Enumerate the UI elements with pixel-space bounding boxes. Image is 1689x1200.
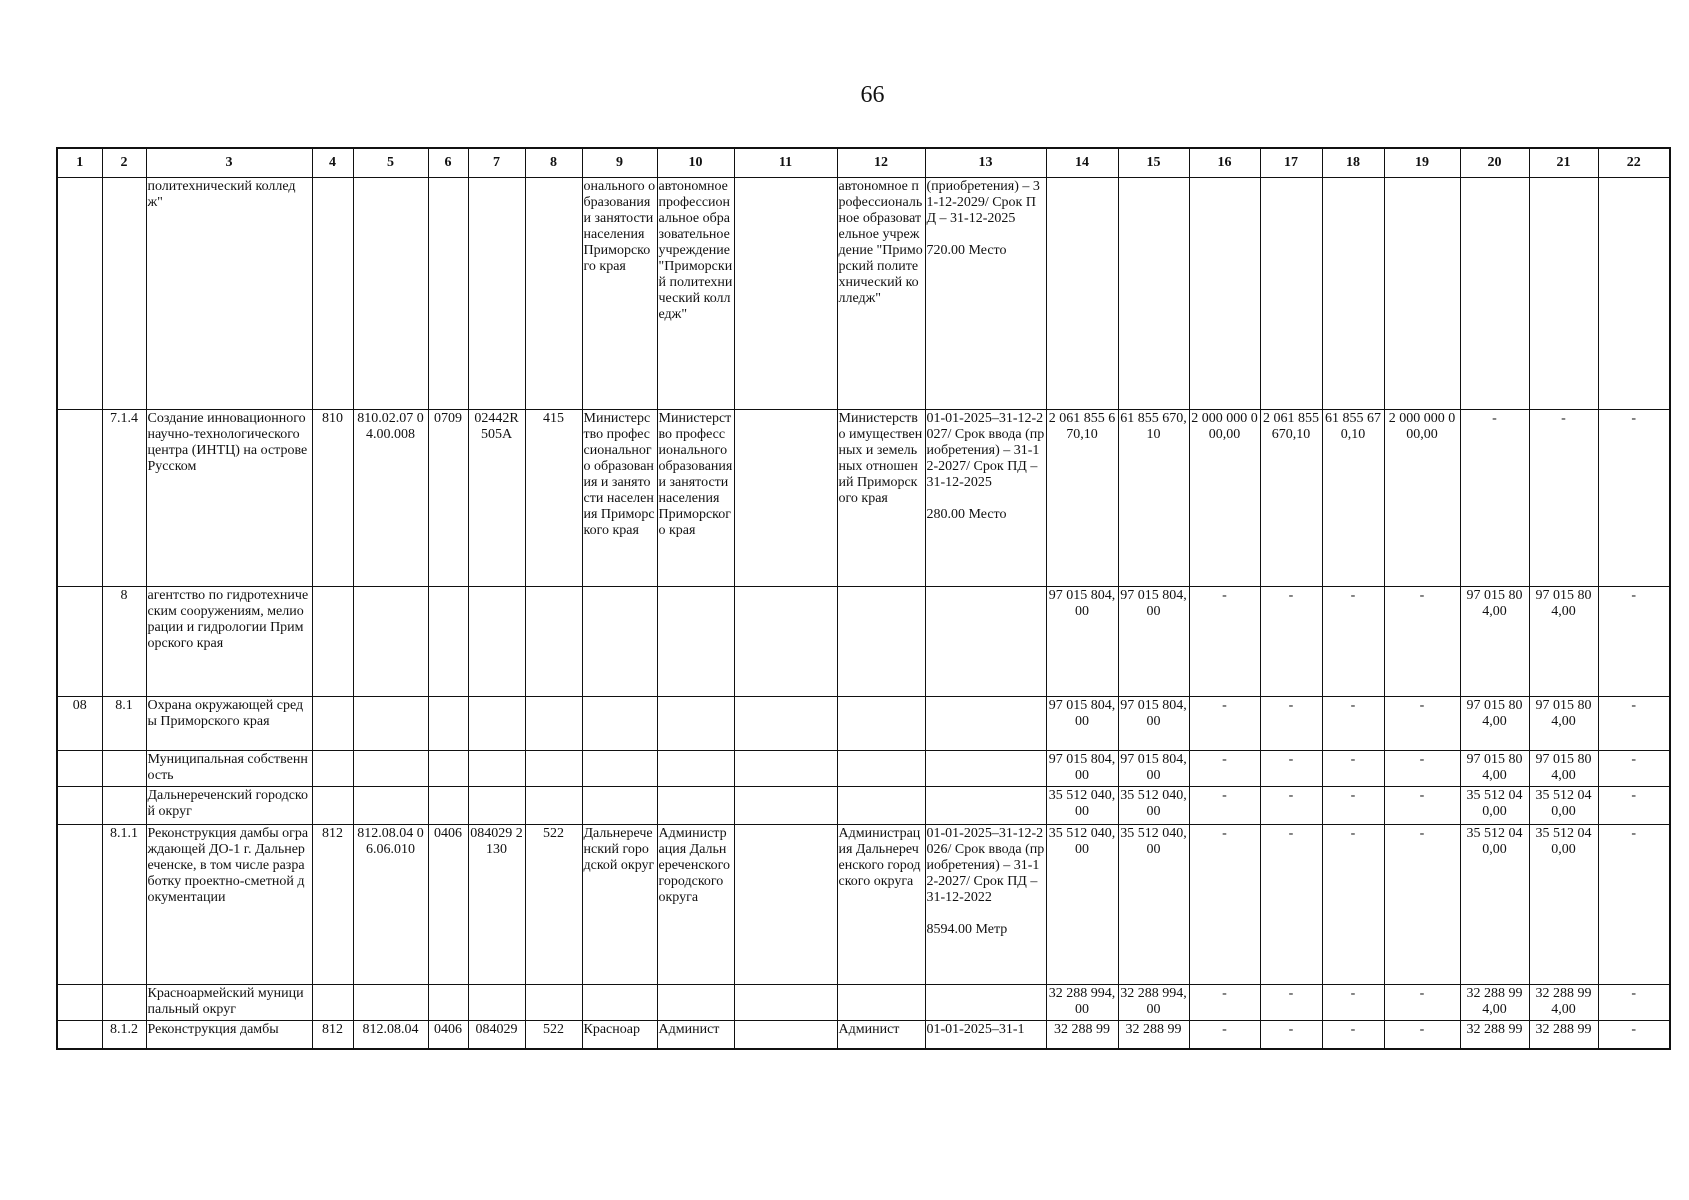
cell-col-8 (525, 697, 582, 751)
cell-col-5 (353, 787, 428, 825)
cell-col-15 (1118, 178, 1189, 410)
cell-col-12 (837, 985, 925, 1021)
column-header-21: 21 (1529, 148, 1598, 178)
cell-col-5: 812.08.04 (353, 1021, 428, 1049)
column-header-8: 8 (525, 148, 582, 178)
cell-col-11 (734, 825, 837, 985)
cell-col-19: 2 000 000 000,00 (1384, 410, 1460, 587)
cell-col-4 (312, 178, 353, 410)
cell-col-11 (734, 1021, 837, 1049)
cell-col-21: 97 015 804,00 (1529, 697, 1598, 751)
cell-col-7 (468, 697, 525, 751)
cell-col-18: - (1322, 751, 1384, 787)
cell-col-2: 8 (102, 587, 146, 697)
cell-col-3: агентство по гидротехническим сооружениям, мелиорации и гидрологии Приморского края (146, 587, 312, 697)
cell-col-22: - (1598, 587, 1670, 697)
cell-col-1 (57, 410, 102, 587)
cell-col-6 (428, 787, 468, 825)
cell-col-4 (312, 697, 353, 751)
cell-col-2 (102, 985, 146, 1021)
cell-col-12 (837, 587, 925, 697)
cell-col-5 (353, 587, 428, 697)
cell-col-10 (657, 787, 734, 825)
cell-col-2 (102, 178, 146, 410)
cell-col-1 (57, 787, 102, 825)
cell-col-6: 0406 (428, 1021, 468, 1049)
cell-col-19: - (1384, 697, 1460, 751)
cell-col-6 (428, 751, 468, 787)
cell-col-9 (582, 587, 657, 697)
cell-col-9 (582, 751, 657, 787)
document-table (56, 147, 1671, 1050)
cell-col-16: - (1189, 825, 1260, 985)
cell-col-12 (837, 751, 925, 787)
cell-col-20: 35 512 040,00 (1460, 787, 1529, 825)
cell-col-15: 61 855 670,10 (1118, 410, 1189, 587)
cell-col-18: - (1322, 985, 1384, 1021)
cell-col-17: 2 061 855 670,10 (1260, 410, 1322, 587)
cell-col-3: Красноармейский муниципальный округ (146, 985, 312, 1021)
cell-col-8: 415 (525, 410, 582, 587)
cell-col-8: 522 (525, 1021, 582, 1049)
column-header-10: 10 (657, 148, 734, 178)
cell-col-7 (468, 587, 525, 697)
cell-col-13 (925, 697, 1046, 751)
cell-col-22: - (1598, 697, 1670, 751)
cell-col-16: - (1189, 697, 1260, 751)
cell-col-11 (734, 410, 837, 587)
cell-col-8 (525, 178, 582, 410)
cell-col-12: Министерство имущественных и земельных отношений Приморского края (837, 410, 925, 587)
cell-col-5 (353, 178, 428, 410)
cell-col-2: 8.1.2 (102, 1021, 146, 1049)
cell-col-19: - (1384, 825, 1460, 985)
cell-col-22: - (1598, 751, 1670, 787)
cell-col-1 (57, 751, 102, 787)
cell-col-14: 35 512 040,00 (1046, 787, 1118, 825)
cell-col-7 (468, 751, 525, 787)
cell-col-7 (468, 985, 525, 1021)
cell-col-19: - (1384, 587, 1460, 697)
cell-col-15: 97 015 804,00 (1118, 751, 1189, 787)
cell-col-13 (925, 787, 1046, 825)
cell-col-5: 812.08.04 06.06.010 (353, 825, 428, 985)
cell-col-5 (353, 751, 428, 787)
cell-col-21: 97 015 804,00 (1529, 587, 1598, 697)
column-header-17: 17 (1260, 148, 1322, 178)
table-row (57, 787, 1670, 825)
cell-col-12: автономное профессиональное образовательное учреждение "Приморский политехнический колледж" (837, 178, 925, 410)
cell-col-7 (468, 787, 525, 825)
cell-col-15: 35 512 040,00 (1118, 825, 1189, 985)
cell-col-21: 97 015 804,00 (1529, 751, 1598, 787)
cell-col-2 (102, 751, 146, 787)
cell-col-7: 02442R 505A (468, 410, 525, 587)
cell-col-14: 32 288 994,00 (1046, 985, 1118, 1021)
cell-col-13 (925, 985, 1046, 1021)
cell-col-11 (734, 787, 837, 825)
cell-col-2: 8.1.1 (102, 825, 146, 985)
cell-col-10: Администрация Дальнереченского городского округа (657, 825, 734, 985)
cell-col-16 (1189, 178, 1260, 410)
column-header-13: 13 (925, 148, 1046, 178)
cell-col-10: Министерство профессионального образования и занятости населения Приморского края (657, 410, 734, 587)
cell-col-9: Министерство профессионального образования и занятости населения Приморского края (582, 410, 657, 587)
cell-col-4 (312, 985, 353, 1021)
cell-col-4 (312, 587, 353, 697)
cell-col-12 (837, 787, 925, 825)
column-header-18: 18 (1322, 148, 1384, 178)
cell-col-5 (353, 985, 428, 1021)
cell-col-3: Охрана окружающей среды Приморского края (146, 697, 312, 751)
cell-col-20: 97 015 804,00 (1460, 751, 1529, 787)
cell-col-20 (1460, 178, 1529, 410)
cell-col-7: 084029 (468, 1021, 525, 1049)
cell-col-1: 08 (57, 697, 102, 751)
cell-col-18: - (1322, 825, 1384, 985)
cell-col-17: - (1260, 787, 1322, 825)
column-header-14: 14 (1046, 148, 1118, 178)
cell-col-19: - (1384, 1021, 1460, 1049)
cell-col-5: 810.02.07 04.00.008 (353, 410, 428, 587)
cell-col-1 (57, 178, 102, 410)
cell-col-21: - (1529, 410, 1598, 587)
cell-col-17: - (1260, 751, 1322, 787)
column-header-16: 16 (1189, 148, 1260, 178)
cell-col-16: - (1189, 985, 1260, 1021)
cell-col-19 (1384, 178, 1460, 410)
cell-col-1 (57, 587, 102, 697)
cell-col-16: 2 000 000 000,00 (1189, 410, 1260, 587)
cell-col-13: (приобретения) – 31-12-2029/ Срок ПД – 31-12-2025 720.00 Место (925, 178, 1046, 410)
cell-col-10 (657, 751, 734, 787)
cell-col-8: 522 (525, 825, 582, 985)
cell-col-14 (1046, 178, 1118, 410)
cell-col-13: 01-01-2025–31-12-2026/ Срок ввода (приобретения) – 31-12-2027/ Срок ПД – 31-12-2022 8594.00 Метр (925, 825, 1046, 985)
column-header-5: 5 (353, 148, 428, 178)
cell-col-19: - (1384, 787, 1460, 825)
cell-col-15: 97 015 804,00 (1118, 587, 1189, 697)
cell-col-3: Муниципальная собственность (146, 751, 312, 787)
cell-col-8 (525, 587, 582, 697)
cell-col-6 (428, 587, 468, 697)
cell-col-9 (582, 985, 657, 1021)
cell-col-8 (525, 751, 582, 787)
column-header-19: 19 (1384, 148, 1460, 178)
cell-col-9: Дальнереченский городской округ (582, 825, 657, 985)
cell-col-18: - (1322, 1021, 1384, 1049)
cell-col-7: 084029 2130 (468, 825, 525, 985)
cell-col-19: - (1384, 985, 1460, 1021)
cell-col-16: - (1189, 787, 1260, 825)
cell-col-10: автономное профессиональное образовательное учреждение "Приморский политехнический колледж" (657, 178, 734, 410)
cell-col-2: 8.1 (102, 697, 146, 751)
cell-col-18: - (1322, 587, 1384, 697)
cell-col-11 (734, 751, 837, 787)
cell-col-21 (1529, 178, 1598, 410)
cell-col-21: 35 512 040,00 (1529, 787, 1598, 825)
cell-col-22: - (1598, 985, 1670, 1021)
cell-col-15: 97 015 804,00 (1118, 697, 1189, 751)
table-row (57, 1021, 1670, 1049)
cell-col-4 (312, 751, 353, 787)
column-header-20: 20 (1460, 148, 1529, 178)
column-header-11: 11 (734, 148, 837, 178)
cell-col-22: - (1598, 1021, 1670, 1049)
cell-col-1 (57, 825, 102, 985)
cell-col-7 (468, 178, 525, 410)
cell-col-21: 32 288 99 (1529, 1021, 1598, 1049)
cell-col-21: 35 512 040,00 (1529, 825, 1598, 985)
cell-col-11 (734, 985, 837, 1021)
cell-col-3: Создание инновационного научно-технологического центра (ИНТЦ) на острове Русском (146, 410, 312, 587)
cell-col-6 (428, 697, 468, 751)
table-body (57, 178, 1670, 1049)
column-header-6: 6 (428, 148, 468, 178)
cell-col-19: - (1384, 751, 1460, 787)
cell-col-10: Админист (657, 1021, 734, 1049)
cell-col-10 (657, 697, 734, 751)
cell-col-22: - (1598, 787, 1670, 825)
cell-col-22: - (1598, 825, 1670, 985)
table-row (57, 985, 1670, 1021)
cell-col-13: 01-01-2025–31-1 (925, 1021, 1046, 1049)
column-header-12: 12 (837, 148, 925, 178)
cell-col-18 (1322, 178, 1384, 410)
table-row (57, 825, 1670, 985)
cell-col-3: Реконструкция дамбы ограждающей ДО-1 г. Дальнереченске, в том числе разработку проектно-сметной документации (146, 825, 312, 985)
cell-col-1 (57, 985, 102, 1021)
cell-col-14: 32 288 99 (1046, 1021, 1118, 1049)
cell-col-20: 35 512 040,00 (1460, 825, 1529, 985)
table-row (57, 697, 1670, 751)
cell-col-15: 35 512 040,00 (1118, 787, 1189, 825)
cell-col-4 (312, 787, 353, 825)
cell-col-20: 97 015 804,00 (1460, 697, 1529, 751)
cell-col-13 (925, 587, 1046, 697)
cell-col-14: 97 015 804,00 (1046, 751, 1118, 787)
cell-col-11 (734, 178, 837, 410)
cell-col-11 (734, 587, 837, 697)
table-row (57, 751, 1670, 787)
table-row (57, 410, 1670, 587)
cell-col-10 (657, 985, 734, 1021)
column-header-7: 7 (468, 148, 525, 178)
cell-col-14: 2 061 855 670,10 (1046, 410, 1118, 587)
column-header-22: 22 (1598, 148, 1670, 178)
page-number: 66 (860, 82, 885, 108)
column-header-2: 2 (102, 148, 146, 178)
cell-col-14: 97 015 804,00 (1046, 587, 1118, 697)
cell-col-17: - (1260, 1021, 1322, 1049)
cell-col-14: 35 512 040,00 (1046, 825, 1118, 985)
cell-col-18: - (1322, 787, 1384, 825)
cell-col-4: 812 (312, 825, 353, 985)
cell-col-8 (525, 787, 582, 825)
cell-col-17 (1260, 178, 1322, 410)
cell-col-22 (1598, 178, 1670, 410)
cell-col-3: Реконструкция дамбы (146, 1021, 312, 1049)
cell-col-4: 810 (312, 410, 353, 587)
cell-col-2 (102, 787, 146, 825)
cell-col-4: 812 (312, 1021, 353, 1049)
cell-col-17: - (1260, 825, 1322, 985)
cell-col-14: 97 015 804,00 (1046, 697, 1118, 751)
column-header-15: 15 (1118, 148, 1189, 178)
cell-col-20: 97 015 804,00 (1460, 587, 1529, 697)
cell-col-13 (925, 751, 1046, 787)
cell-col-8 (525, 985, 582, 1021)
column-header-4: 4 (312, 148, 353, 178)
cell-col-21: 32 288 994,00 (1529, 985, 1598, 1021)
table-row (57, 178, 1670, 410)
cell-col-17: - (1260, 587, 1322, 697)
column-header-3: 3 (146, 148, 312, 178)
cell-col-9 (582, 787, 657, 825)
cell-col-20: 32 288 99 (1460, 1021, 1529, 1049)
cell-col-17: - (1260, 697, 1322, 751)
column-header-9: 9 (582, 148, 657, 178)
header-row (57, 148, 1670, 178)
cell-col-20: - (1460, 410, 1529, 587)
cell-col-15: 32 288 994,00 (1118, 985, 1189, 1021)
column-header-1: 1 (57, 148, 102, 178)
cell-col-15: 32 288 99 (1118, 1021, 1189, 1049)
cell-col-5 (353, 697, 428, 751)
cell-col-17: - (1260, 985, 1322, 1021)
cell-col-6 (428, 178, 468, 410)
cell-col-13: 01-01-2025–31-12-2027/ Срок ввода (приобретения) – 31-12-2027/ Срок ПД – 31-12-2025 280.00 Место (925, 410, 1046, 587)
cell-col-12 (837, 697, 925, 751)
cell-col-9 (582, 697, 657, 751)
cell-col-12: Администрация Дальнереченского городского округа (837, 825, 925, 985)
cell-col-20: 32 288 994,00 (1460, 985, 1529, 1021)
cell-col-22: - (1598, 410, 1670, 587)
cell-col-18: - (1322, 697, 1384, 751)
cell-col-3: Дальнереченский городской округ (146, 787, 312, 825)
cell-col-3: политехнический колледж" (146, 178, 312, 410)
cell-col-16: - (1189, 1021, 1260, 1049)
cell-col-9: онального образования и занятости населения Приморского края (582, 178, 657, 410)
cell-col-6 (428, 985, 468, 1021)
cell-col-9: Красноар (582, 1021, 657, 1049)
cell-col-12: Админист (837, 1021, 925, 1049)
cell-col-6: 0406 (428, 825, 468, 985)
cell-col-16: - (1189, 587, 1260, 697)
cell-col-16: - (1189, 751, 1260, 787)
cell-col-1 (57, 1021, 102, 1049)
cell-col-11 (734, 697, 837, 751)
cell-col-10 (657, 587, 734, 697)
cell-col-2: 7.1.4 (102, 410, 146, 587)
cell-col-6: 0709 (428, 410, 468, 587)
table-row (57, 587, 1670, 697)
cell-col-18: 61 855 670,10 (1322, 410, 1384, 587)
